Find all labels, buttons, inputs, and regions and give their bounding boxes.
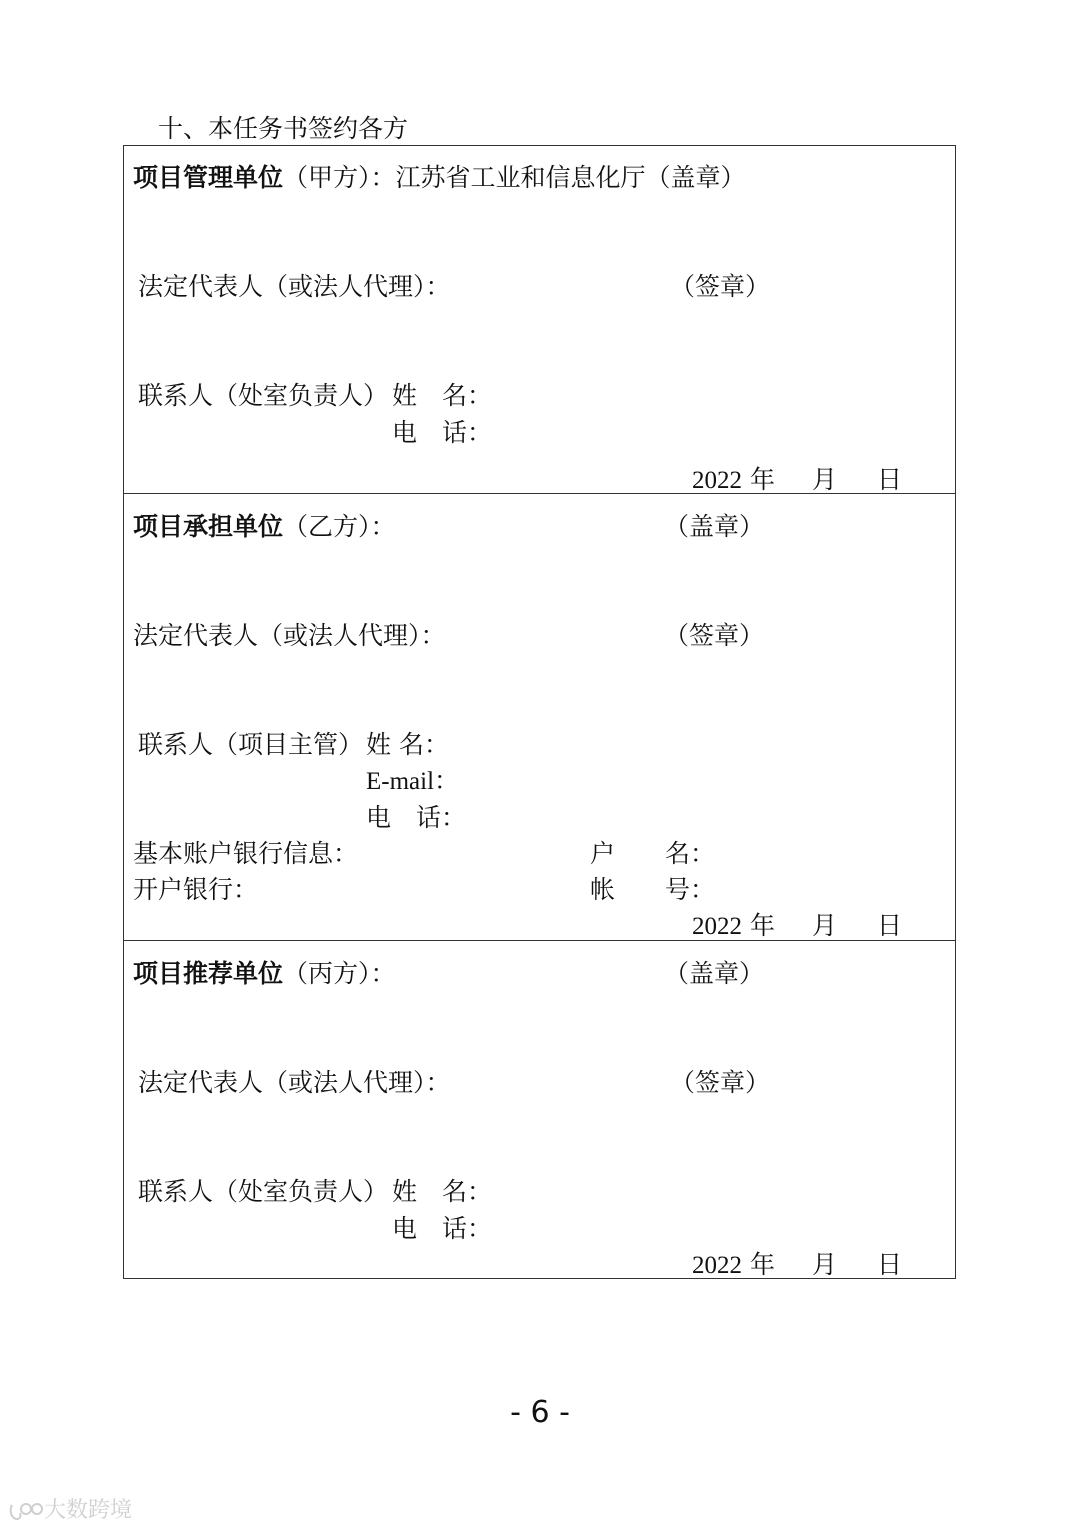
party-b-bank-info: 基本账户银行信息： [133,839,359,868]
party-c-day: 日 [877,1250,903,1279]
party-b-seal-stamp: （盖章） [664,512,765,541]
party-c-unit [133,961,396,986]
signature-table [123,145,956,1279]
party-a-unit-label: 项目管理单位 [133,163,284,192]
party-b-unit-label: 项目承担单位 [133,512,284,541]
party-a-day: 日 [877,465,903,494]
watermark [8,1493,132,1524]
party-b-name-label: 姓 名： [366,730,449,759]
party-c-name-label: 姓 名： [392,1177,493,1206]
party-b-day: 日 [877,911,903,940]
party-a-contact: 联系人（处室负责人） [138,381,389,410]
party-b-bank: 开户银行： [133,875,259,904]
party-a-unit-value: （甲方）：江苏省工业和信息化厅（盖章） [283,163,746,192]
party-a-date [692,467,775,493]
party-b-legal-rep: 法定代表人（或法人代理）： [133,621,446,650]
watermark-text: 大数跨境 [44,1498,133,1523]
party-c-year-char: 年 [749,1250,775,1279]
party-c-date [692,1252,775,1278]
party-a-year: 2022 [692,467,742,494]
party-a-phone-label: 电 话： [392,418,493,447]
party-b-month: 月 [812,911,838,940]
party-a-unit [133,165,746,190]
party-b-account-no: 帐 号： [590,875,716,904]
party-c-seal-sign: （签章） [670,1068,771,1097]
party-a-name-label: 姓 名： [392,381,493,410]
party-b-year-char: 年 [749,911,775,940]
party-b-contact: 联系人（项目主管） [138,730,364,759]
party-b-account-name: 户 名： [590,839,716,868]
party-c-unit-label: 项目推荐单位 [133,959,284,988]
party-a-seal-sign: （签章） [670,272,771,301]
party-a-month: 月 [812,465,838,494]
party-b-email-label: E-mail： [366,768,460,795]
party-b-unit [133,514,396,539]
party-c-month: 月 [812,1250,838,1279]
section-heading: 十、本任务书签约各方 [158,114,409,143]
party-c-legal-rep: 法定代表人（或法人代理）： [138,1068,451,1097]
party-b-unit-value: （乙方）： [283,512,396,541]
party-c-seal-stamp: （盖章） [664,959,765,988]
party-b-seal-sign: （签章） [664,621,765,650]
party-c-unit-value: （丙方）： [283,959,396,988]
party-b-date [692,913,775,939]
party-b-phone-label: 电 话： [366,803,467,832]
party-c-contact: 联系人（处室负责人） [138,1177,389,1206]
party-a-legal-rep: 法定代表人（或法人代理）： [138,272,451,301]
party-a-year-char: 年 [749,465,775,494]
party-b-year: 2022 [692,913,742,940]
watermark-logo-icon [8,1499,44,1523]
party-c-year: 2022 [692,1252,742,1279]
party-c-phone-label: 电 话： [392,1214,493,1243]
page-number: - 6 - [510,1395,570,1430]
table-divider [123,940,956,941]
